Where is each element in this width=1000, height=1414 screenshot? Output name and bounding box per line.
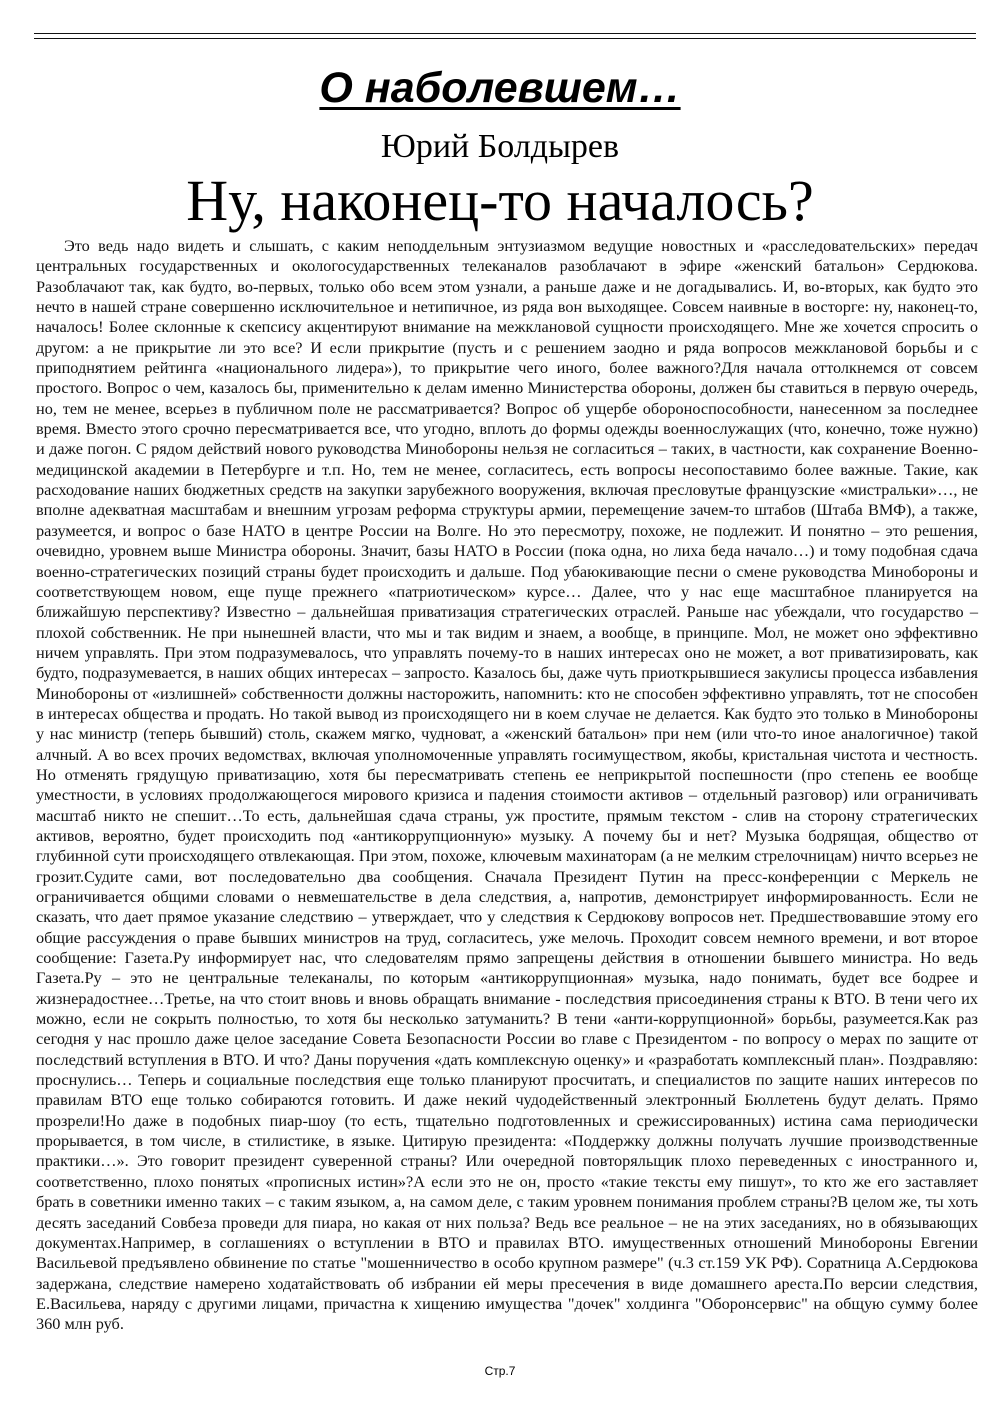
top-rule-lower	[34, 38, 976, 39]
article-title: Ну, наконец-то началось?	[186, 168, 814, 233]
top-rule-upper	[34, 33, 976, 34]
section-heading: О наболевшем…	[319, 64, 681, 112]
article-body	[36, 236, 978, 1335]
author-name: Юрий Болдырев	[380, 128, 620, 165]
page-number: Стр.7	[484, 1364, 516, 1378]
article-paragraph: Это ведь надо видеть и слышать, с каким неподдельным энтузиазмом ведущие новостных и «расследовательских» передач центральных государственных и окологосударственных телеканалов разоблачают в эфире «женский батальон» Сердюкова. Разоблачают так, как будто, во-первых, только обо всем этом узнали, а раньше даже и не догадывались. И, во-вторых, как будто это нечто в нашей стране совершенно исключительное и нетипичное, из ряда вон выходящее. Совсем наивные в восторге: ну, наконец-то, началось! Более склонные к скепсису акцентируют внимание на межклановой сущности происходящего. Мне же хочется спросить о другом: а не прикрытие ли это все? И если прикрытие (пусть и с решением заодно и ряда вопросов межклановой борьбы и с приподнятием рейтинга «национального лидера»), то прикрытие чего иного, более важного?Для начала оттолкнемся от совсем простого. Вопрос о чем, казалось бы, применительно к делам именно Министерства обороны, должен бы ставиться в первую очередь, но, тем не менее, всерьез в публичном поле не рассматривается? Вопрос об ущербе обороноспособности, нанесенном за последнее время. Вместо этого срочно пересматривается все, что угодно, вплоть до формы одежды военнослужащих (что, конечно, тоже нужно) и даже погон. С рядом действий нового руководства Минобороны нельзя не согласиться – таких, в частности, как сохранение Военно-медицинской академии в Петербурге и т.п. Но, тем не менее, согласитесь, есть вопросы несопоставимо более важные. Такие, как расходование наших бюджетных средств на закупки зарубежного вооружения, включая пресловутые французские «мистральки»…, не вполне адекватная масштабам и внешним угрозам реформа структуры армии, перемещение зачем-то штабов (Штаба ВМФ), а также, разумеется, и вопрос о базе НАТО в центре России на Волге. Но это пересмотру, похоже, не подлежит. И понятно – это решения, очевидно, уровнем выше Министра обороны. Значит, базы НАТО в России (пока одна, но лиха беда начало…) и тому подобная сдача военно-стратегических позиций страны будет происходить и дальше. Под убаюкивающие песни о смене руководства Минобороны и соответствующем новом, еще пуще прежнего «патриотическом» курсе… Далее, что у нас еще масштабное планируется на ближайшую перспективу? Известно – дальнейшая приватизация стратегических отраслей. Раньше нас убеждали, что государство – плохой собственник. Не при нынешней власти, что мы и так видим и знаем, а вообще, в принципе. Мол, не может оно эффективно ничем управлять. При этом подразумевалось, что управлять почему-то в наших интересах оно не может, а вот приватизировать, как будто, подразумевается, в наших общих интересах – запросто. Казалось бы, даже чуть приоткрывшиеся закулисы процесса избавления Минобороны от «излишней» собственности должны насторожить, напомнить: кто не способен эффективно управлять, тот не способен в интересах общества и продать. Но такой вывод из происходящего ни в коем случае не делается. Как будто это только в Минобороны у нас министр (теперь бывший) столь, скажем мягко, чудноват, а «женский батальон» при нем (или что-то иное аналогичное) такой алчный. А во всех прочих ведомствах, включая уполномоченные управлять госимуществом, якобы, кристальная чистота и честность. Но отменять грядущую приватизацию, хотя бы пересматривать степень ее неприкрытой поспешности (про степень ее вообще уместности, в условиях продолжающегося мирового кризиса и падения стоимости активов – отдельный разговор) или ограничивать масштаб никто не спешит…То есть, дальнейшая сдача страны, уж простите, прямым текстом - слив на сторону стратегических активов, вероятно, будет происходить под «антикоррупционную» музыку. А почему бы и нет? Музыка бодрящая, общество от глубинной сути происходящего отвлекающая. При этом, похоже, ключевым махинаторам (а не мелким стрелочницам) ничто всерьез не грозит.Судите сами, вот последовательно два сообщения. Сначала Президент Путин на пресс-конференции с Меркель не ограничивается общими словами о невмешательстве в дела следствия, а, напротив, демонстрирует информированность. Если не сказать, что дает прямое указание следствию – утверждает, что у следствия к Сердюкову вопросов нет. Предшествовавшие этому его общие рассуждения о праве бывших министров на труд, согласитесь, уже мелочь. Проходит совсем немного времени, и вот второе сообщение: Газета.Ру информирует нас, что следователям прямо запрещены действия в отношении бывшего министра. Но ведь Газета.Ру – это не центральные телеканалы, по которым «антикоррупционная» музыка, надо понимать, будет все бодрее и жизнерадостнее…Третье, на что стоит вновь и вновь обращать внимание - последствия присоединения страны к ВТО. В тени чего их можно, если не сокрыть полностью, то хотя бы несколько затуманить? В тени «анти-коррупционной» борьбы, разумеется.Как раз сегодня у нас прошло даже целое заседание Совета Безопасности России во главе с Президентом - по вопросу о мерах по защите от последствий вступления в ВТО. И что? Даны поручения «дать комплексную оценку» и «разработать комплексный план». Поздравляю: проснулись… Теперь и социальные последствия еще только планируют просчитать, и специалистов по защите наших интересов по правилам ВТО еще только собираются готовить. И даже некий чудодейственный электронный Бюллетень будут делать. Прямо прозрели!Но даже в подобных пиар-шоу (то есть, тщательно подготовленных и срежиссированных) истина сама периодически прорывается, в том числе, в стилистике, в языке. Цитирую президента: «Поддержку должны получать лучшие производственные практики…». Это говорит президент суверенной страны? Или очередной повторяльщик плохо переведенных с иностранного и, соответственно, плохо понятых «прописных истин»?А если это не он, просто «такие тексты ему пишут», то кто же его заставляет брать в советники именно таких – с таким языком, а, на самом деле, с таким уровнем понимания проблем страны?В целом же, ты хоть десять заседаний Совбеза проведи для пиара, но какая от них польза? Ведь все реальное – не на этих заседаниях, но в обязывающих документах.Например, в соглашениях о вступлении в ВТО и правилах ВТО. имущественных отношений Минобороны Евгении Васильевой предъявлено обвинение по статье "мошенничество в особо крупном размере" (ч.3 ст.159 УК РФ). Соратница А.Сердюкова задержана, следствие намерено ходатайствовать об избрании ей меры пресечения в виде домашнего ареста.По версии следствия, Е.Васильева, наряду с другими лицами, причастна к хищению имущества "дочек" холдинга "Оборонсервис" на общую сумму более 360 млн руб.	[36, 236, 978, 1334]
